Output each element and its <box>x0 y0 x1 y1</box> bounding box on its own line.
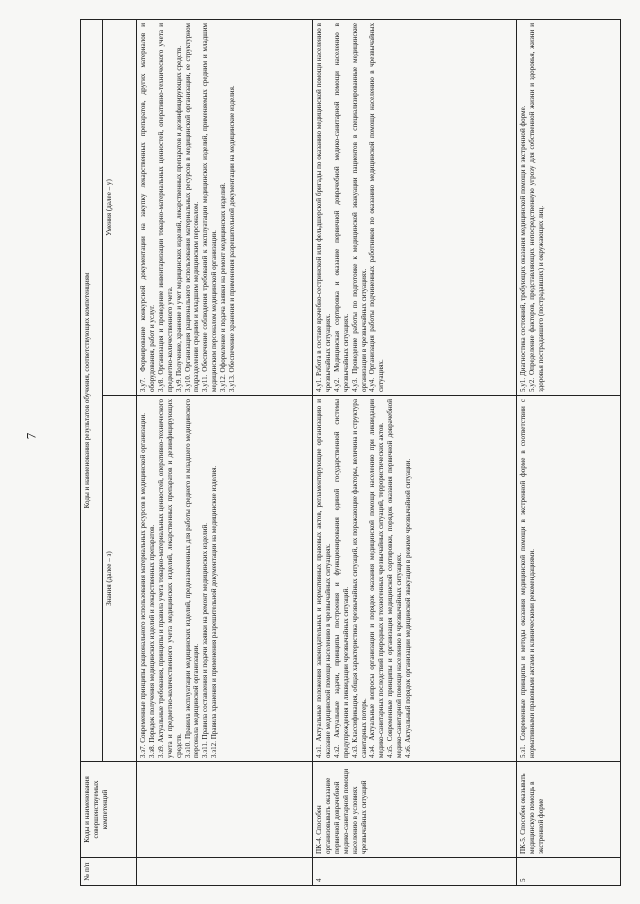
knowledge-item: 4.з6. Актуальный порядок организации медицинской эвакуации в режиме чрезвычайной ситуации. <box>404 458 413 758</box>
row-knowledge <box>517 396 621 762</box>
rotated-table-container <box>80 20 620 886</box>
header-codes: Коды и наименования совершенствуемых компетенций <box>81 762 137 858</box>
skill-item: 3.у12. Оформление и подача заявки на ремонт медицинских изделий. <box>219 182 228 392</box>
row-competence <box>137 762 313 858</box>
row-skills <box>517 20 621 396</box>
skill-item: 5.у2. Определение факторов, представляющих непосредственную угрозу для собственной жизни и здоровья, жизни и здоровья пострадавшего (пострадавших) и окружающих лиц. <box>527 23 545 392</box>
table-row <box>517 20 621 886</box>
knowledge-item: 3.з7. Современные принципы рационального использования материальных ресурсов в медицинской организации. <box>139 412 147 758</box>
knowledge-item: 5.з1. Современные принципы и методы оказания медицинской помощи в экстренной форме в соответствии с нормативными правовыми актами и клиническими рекомендациями. <box>519 399 536 758</box>
knowledge-item: 4.з4. Актуальные вопросы организации и порядок оказания медицинской помощи населению при ликвидации медико-санитарных последствий природных и техногенных чрезвычайных ситуаций, террористических актов. <box>368 399 386 758</box>
page-number: 7 <box>23 432 39 440</box>
knowledge-item: 3.з10. Правила эксплуатации медицинских изделий, предназначенных для работы среднего и младшего медицинского персонала медицинской организации. <box>183 399 201 758</box>
skill-item: 3.у13. Обеспечение хранения и применения разрешительной документации на медицинские изделия. <box>228 85 237 392</box>
row-skills <box>137 20 313 396</box>
knowledge-item: 4.з1. Актуальные положения законодательных и нормативных правовых актов, регламентирующие организацию и оказание медицинской помощи населению в чрезвычайных ситуациях. <box>315 399 332 758</box>
header-results-group: Коды и наименования результатов обучения, соответствующих компетенциям <box>81 20 103 762</box>
knowledge-item: 3.з11. Правила составления и подачи заявки на ремонт медицинских изделий. <box>201 522 210 758</box>
skill-item: 3.у9. Получение, хранение и учет медицинских изделий, лекарственных препаратов и дезинфицирующих средств. <box>174 45 183 392</box>
knowledge-item: 4.з3. Классификация, общая характеристика чрезвычайных ситуаций, их поражающие факторы, величина и структура санитарных потерь. <box>350 399 368 758</box>
skill-item: 3.у7. Формирование конкурсной документации на закупку лекарственных препаратов, других материалов и оборудования, работ и услуг. <box>139 23 156 392</box>
skill-item: 4.у1. Работа в составе врачебно-сестринской или фельдшерской бригады по оказанию медицинской помощи населению в чрезвычайных ситуациях. <box>315 23 332 392</box>
knowledge-item: 3.з8. Порядок получения медицинских изделий и лекарственных препаратов. <box>147 524 156 758</box>
skill-item: 3.у11. Обеспечение соблюдения требований к эксплуатации медицинских изделий, применяемых средним и младшим медицинским персоналом медицинской организации. <box>201 23 219 392</box>
row-competence: ПК-4. Способен организовывать оказание первичной доврачебной медико-санитарной помощи населению в условиях чрезвычайных ситуаций <box>313 762 517 858</box>
row-skills <box>313 20 517 396</box>
header-num: № п/п <box>81 858 137 886</box>
knowledge-item: 3.з9. Актуальные требования, принципы и правила учета товарно-материальных ценностей, оперативно-технического учета и предметно-количественного учета медицинских изделий, лекарственных препаратов и дезинфицирующих средств. <box>156 399 183 758</box>
competence-table <box>80 19 621 886</box>
knowledge-item: 3.з12. Правила хранения и применения разрешительной документации на медицинские изделия. <box>210 465 219 758</box>
row-num: 4 <box>313 858 517 886</box>
row-num <box>137 858 313 886</box>
skill-item: 4.у4. Организация работы подчиненных работников по оказанию медицинской помощи населению в чрезвычайных ситуациях. <box>368 23 386 392</box>
skill-item: 3.у10. Организация рационального использования материальных ресурсов в медицинской организации, ее структурном подразделении средним и младшим медицинским персоналом. <box>183 23 201 392</box>
table-row <box>313 20 517 886</box>
row-competence: ПК-5. Способен оказывать медицинскую помощь в экстренной форме <box>517 762 621 858</box>
skill-item: 5.у1. Диагностика состояний, требующих оказания медицинской помощи в экстренной форме. <box>519 105 527 392</box>
skill-item: 4.у3. Проведение работы по подготовке к медицинской эвакуации пациентов в специализированные медицинские организации в чрезвычайных ситуациях. <box>350 23 368 392</box>
knowledge-item: 4.з5. Современные принципы и организация медицинской сортировки, порядок оказания первичной доврачебной медико-санитарной помощи населению в чрезвычайных ситуациях. <box>386 399 404 758</box>
skill-item: 3.у8. Организация и проведение инвентаризации товарно-материальных ценностей, оперативно-технического учета и предметно-количественного учета. <box>156 23 174 392</box>
skill-item: 4.у2. Медицинская сортировка и оказание первичной доврачебной медико-санитарной помощи населению в чрезвычайных ситуациях. <box>332 23 350 392</box>
row-knowledge <box>137 396 313 762</box>
knowledge-item: 4.з2. Актуальные задачи, принципы построения и функционирования единой государственной системы предупреждения и ликвидации чрезвычайных ситуаций. <box>332 399 350 758</box>
header-skills: Умения (далее – у) <box>103 20 137 396</box>
table-row <box>137 20 313 886</box>
row-knowledge <box>313 396 517 762</box>
header-knowledge: Знания (далее – з) <box>103 396 137 762</box>
row-num: 5 <box>517 858 621 886</box>
